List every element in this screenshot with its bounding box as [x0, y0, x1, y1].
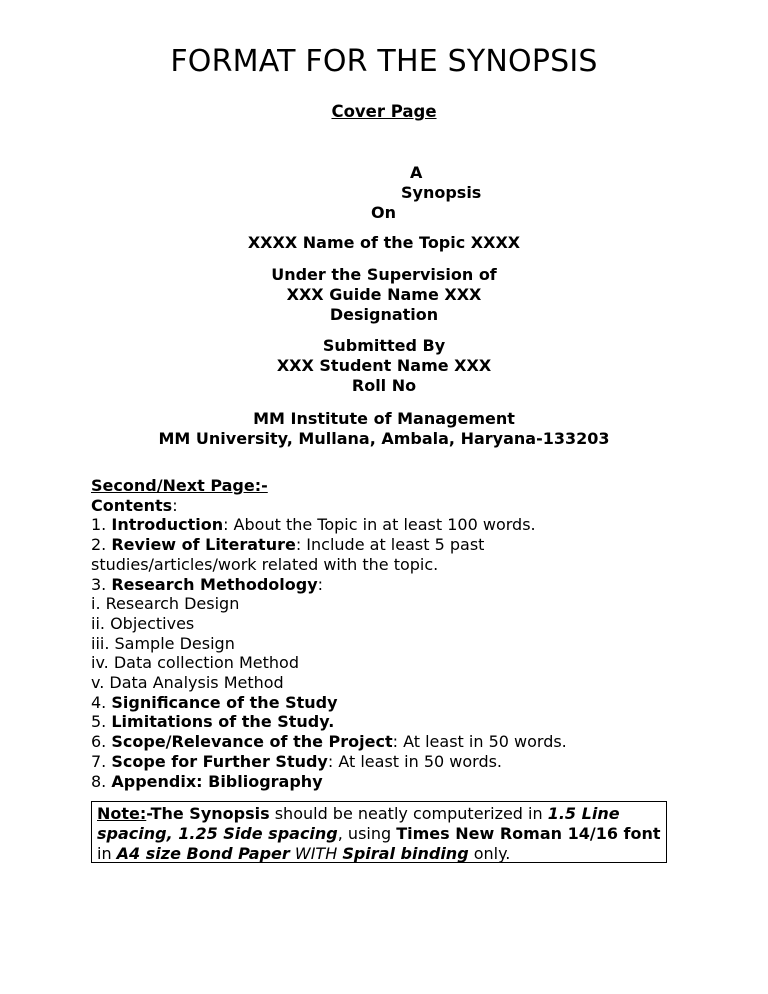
contents-item — [91, 614, 691, 634]
contents-item-rest: : — [317, 574, 324, 594]
contents-item-bold: Research Methodology — [111, 574, 318, 594]
contents-item — [91, 535, 691, 555]
contents-item — [91, 515, 691, 535]
contents-item — [91, 555, 691, 575]
cover-designation: Designation — [329, 305, 439, 324]
contents-item-rest: studies/articles/work related with the topic. — [91, 554, 439, 574]
contents-item-rest: : About the Topic in at least 100 words. — [223, 515, 536, 535]
contents-section — [91, 476, 691, 791]
contents-item-bold: Scope/Relevance of the Project — [111, 732, 393, 752]
contents-label: Contents — [91, 495, 173, 515]
contents-item-bold: Introduction — [111, 515, 224, 535]
contents-item — [91, 575, 691, 595]
contents-item — [91, 712, 691, 732]
contents-colon: : — [172, 495, 178, 515]
contents-item-rest: : Include at least 5 past — [295, 535, 485, 555]
contents-item-num: 2. — [91, 535, 112, 555]
contents-item-bold: Significance of the Study — [111, 692, 338, 712]
contents-item-num: 4. — [91, 692, 112, 712]
contents-item-rest: iv. Data collection Method — [91, 653, 299, 673]
cover-a: A — [410, 163, 423, 182]
contents-item-bold: Review of Literature — [111, 535, 296, 555]
contents-item-rest: v. Data Analysis Method — [91, 673, 284, 693]
contents-item-rest: : At least in 50 words. — [392, 732, 567, 752]
note-paper: A4 size Bond Paper — [116, 844, 290, 863]
contents-list — [91, 515, 691, 791]
cover-student: XXX Student Name XXX — [276, 356, 492, 375]
contents-item-rest: i. Research Design — [91, 594, 240, 614]
contents-item-bold: Limitations of the Study. — [111, 712, 335, 732]
note-line-spacing: 1.5 Line spacing, 1.25 Side spacing — [97, 804, 620, 843]
note-text-2: , using — [337, 824, 397, 843]
second-page-heading: Second/Next Page:- — [91, 476, 268, 495]
contents-item-num: 6. — [91, 732, 112, 752]
note-text-3: in — [97, 844, 117, 863]
cover-institute: MM Institute of Management — [253, 409, 515, 428]
contents-item — [91, 634, 691, 654]
contents-item-num: 5. — [91, 712, 112, 732]
contents-item-bold: Scope for Further Study — [111, 751, 328, 771]
contents-item-rest: iii. Sample Design — [91, 633, 235, 653]
note-label: Note: — [97, 804, 147, 823]
contents-item — [91, 732, 691, 752]
cover-submitted-by: Submitted By — [322, 336, 446, 355]
note-binding: Spiral binding — [342, 844, 469, 863]
note-with: WITH — [294, 844, 338, 863]
contents-item-rest: : At least in 50 words. — [327, 751, 503, 771]
cover-supervision: Under the Supervision of — [271, 265, 497, 284]
contents-item — [91, 772, 691, 792]
cover-page-label: Cover Page — [331, 102, 437, 121]
note-font: Times New Roman 14/16 font — [396, 824, 661, 843]
note-synopsis: Synopsis — [189, 804, 270, 823]
contents-item-num: 7. — [91, 751, 112, 771]
contents-item-bold: Appendix: Bibliography — [111, 771, 323, 791]
note-dash: -The — [146, 804, 190, 823]
contents-item-rest: ii. Objectives — [91, 613, 195, 633]
cover-guide: XXX Guide Name XXX — [286, 285, 482, 304]
cover-roll: Roll No — [351, 376, 417, 395]
cover-university: MM University, Mullana, Ambala, Haryana-133203 — [158, 429, 610, 448]
note-text-6: only. — [468, 844, 511, 863]
contents-label-line — [91, 496, 691, 516]
contents-item-num: 3. — [91, 574, 112, 594]
note-text-1: should be neatly computerized in — [269, 804, 548, 823]
contents-item — [91, 693, 691, 713]
note-box — [91, 801, 667, 863]
cover-on: On — [371, 203, 396, 222]
contents-item-num: 1. — [91, 515, 112, 535]
cover-synopsis: Synopsis — [401, 183, 482, 202]
contents-item-num: 8. — [91, 771, 112, 791]
contents-item — [91, 673, 691, 693]
document-title: FORMAT FOR THE SYNOPSIS — [170, 44, 598, 79]
contents-item — [91, 594, 691, 614]
contents-item — [91, 653, 691, 673]
contents-item — [91, 752, 691, 772]
cover-topic: XXXX Name of the Topic XXXX — [247, 233, 521, 252]
